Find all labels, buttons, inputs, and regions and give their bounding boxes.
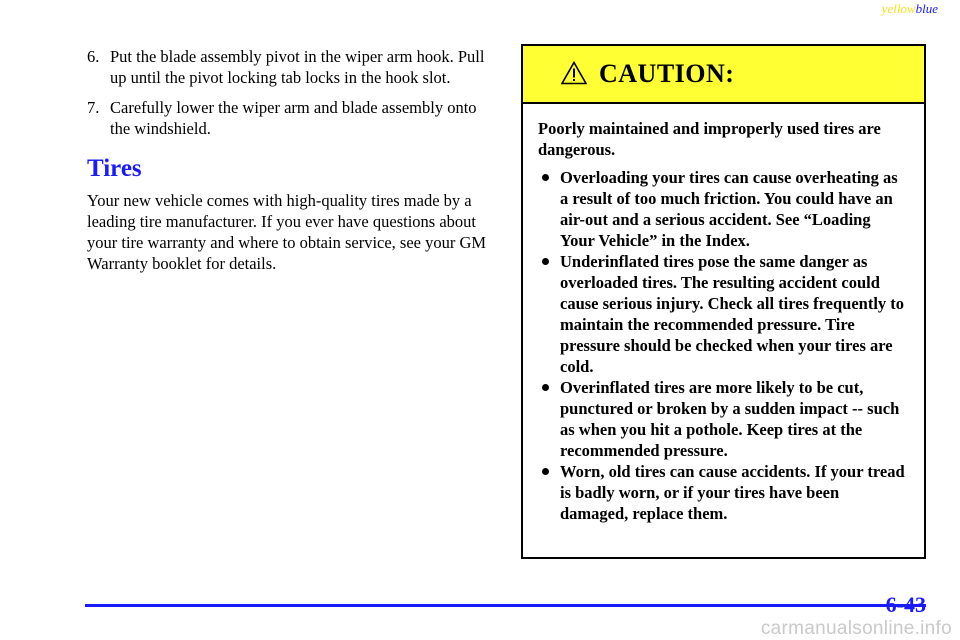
- step-item: [87, 46, 497, 88]
- bullet-text: Underinflated tires pose the same danger as overloaded tires. The resulting accident could cause serious injury. Check all tires frequently to maintain the recommended pressure. Tire pressure should be checked when your tires are cold.: [560, 252, 905, 376]
- bullet-icon: [542, 258, 549, 265]
- list-item: [538, 461, 908, 524]
- caution-header: [523, 46, 924, 104]
- list-item: [538, 167, 908, 251]
- bullet-icon: [542, 468, 549, 475]
- caution-intro: Poorly maintained and improperly used tires are dangerous.: [538, 119, 881, 159]
- step-item: [87, 97, 497, 139]
- caution-bullet-list: [538, 167, 908, 524]
- color-word-yellow: yellow: [881, 1, 916, 16]
- step-number: 7.: [87, 98, 100, 117]
- watermark: carmanualsonline.info: [760, 618, 952, 639]
- page-number: 6-43: [885, 592, 926, 617]
- color-word-blue: blue: [915, 1, 938, 16]
- color-registration-mark: [882, 1, 938, 17]
- section-title: Tires: [87, 155, 142, 182]
- step-text: Carefully lower the wiper arm and blade assembly onto the windshield.: [110, 98, 477, 138]
- bullet-icon: [542, 174, 549, 181]
- bullet-icon: [542, 384, 549, 391]
- warning-triangle-icon: [561, 61, 587, 85]
- left-column: [87, 46, 497, 274]
- footer-divider: [85, 604, 926, 607]
- section-body: Your new vehicle comes with high-quality tires made by a leading tire manufacturer. If you ever have questions about your tire warranty and where to obtain service, see your GM Warranty booklet for details.: [87, 191, 487, 273]
- caution-body: [523, 104, 924, 524]
- list-item: [538, 251, 908, 377]
- step-text: Put the blade assembly pivot in the wiper arm hook. Pull up until the pivot locking tab locks in the hook slot.: [110, 47, 485, 87]
- bullet-text: Worn, old tires can cause accidents. If your tread is badly worn, or if your tires have been damaged, replace them.: [560, 462, 905, 523]
- bullet-text: Overinflated tires are more likely to be cut, punctured or broken by a sudden impact -- such as when you hit a pothole. Keep tires at the recommended pressure.: [560, 378, 900, 460]
- list-item: [538, 377, 908, 461]
- step-number: 6.: [87, 47, 100, 66]
- bullet-text: Overloading your tires can cause overheating as a result of too much friction. You could have an air-out and a serious accident. See “Loading Your Vehicle” in the Index.: [560, 168, 898, 250]
- caution-title: CAUTION:: [599, 59, 735, 88]
- caution-box: [521, 44, 926, 559]
